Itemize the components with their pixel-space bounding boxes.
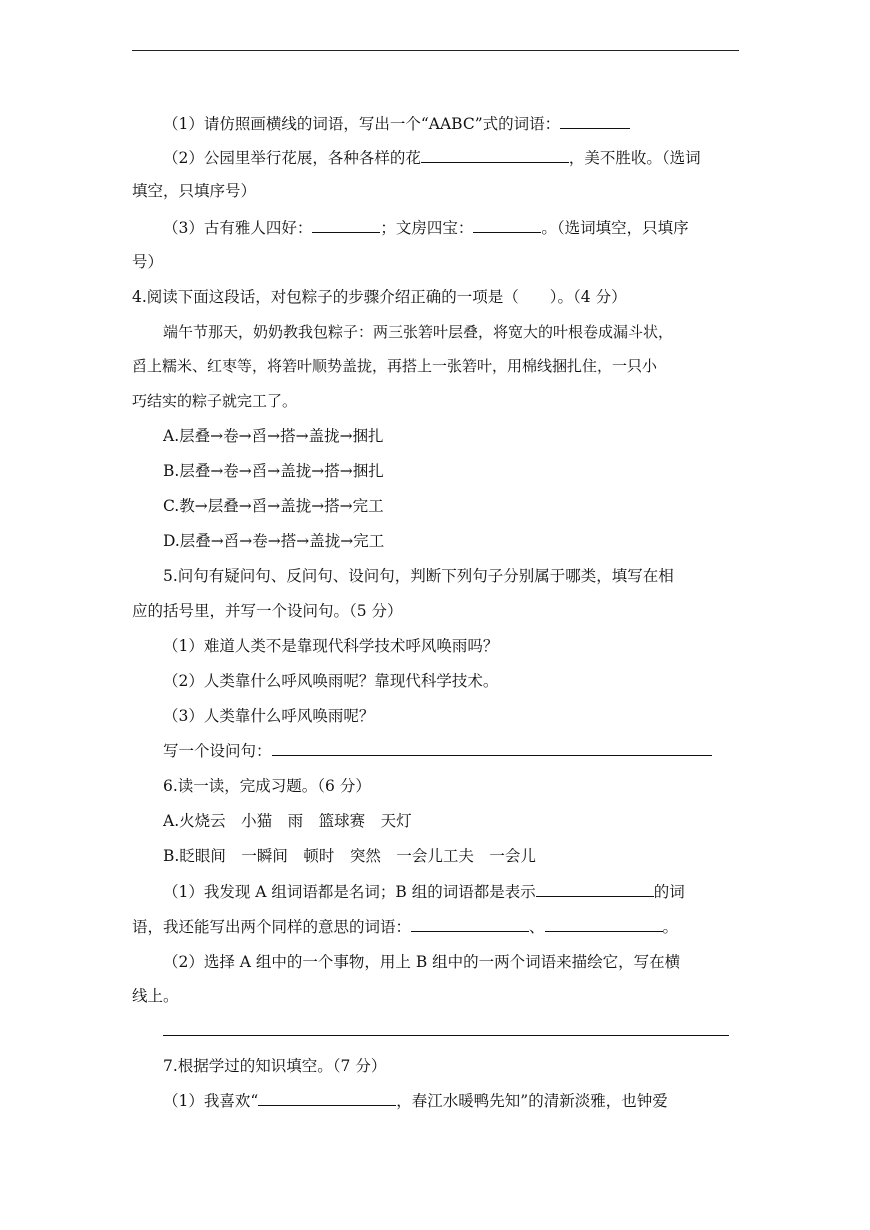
q7-item-1-tail: ，春江水暖鸭先知”的清新淡雅，也钟爱	[396, 1092, 668, 1110]
q6-item-1-tail: 的词	[653, 883, 685, 901]
q5-write-label: 写一个设问句：	[163, 742, 272, 760]
answer-blank[interactable]	[411, 917, 529, 932]
answer-blank[interactable]	[272, 741, 712, 756]
q3-item-3-cont: 号）	[132, 253, 164, 271]
q3-item-3-text: （3）古有雅人四好：	[163, 219, 313, 237]
q7-item-1-text: （1）我喜欢“	[163, 1092, 259, 1110]
answer-blank[interactable]	[258, 1091, 396, 1106]
q6-group-a: A.火烧云 小猫 雨 篮球赛 天灯	[163, 812, 412, 830]
q6-item-1-cont-text: 语，我还能写出两个同样的意思的词语：	[132, 918, 412, 936]
q6-stem: 6.读一读，完成习题。（6 分）	[163, 777, 371, 795]
q6-group-b: B.眨眼间 一瞬间 顿时 突然 一会儿工夫 一会儿	[163, 847, 536, 865]
answer-blank[interactable]	[473, 218, 541, 233]
q3-item-1-text: （1）请仿照画横线的词语，写出一个“AABC”式的词语：	[163, 115, 561, 133]
answer-line[interactable]	[163, 1035, 729, 1036]
q5-item-3: （3）人类靠什么呼风唤雨呢？	[163, 707, 375, 725]
q6-item-1-cont	[132, 917, 740, 937]
q4-option-c: C.教→层叠→舀→盖拢→搭→完工	[163, 497, 384, 515]
q5-item-1: （1）难道人类不是靠现代科学技术呼风唤雨吗？	[163, 637, 499, 655]
q3-item-3	[163, 218, 771, 238]
period: 。	[662, 918, 679, 936]
q4-passage-line-3: 巧结实的粽子就完工了。	[132, 392, 298, 410]
q6-item-2-cont: 线上。	[132, 987, 179, 1005]
q3-item-2-cont: 填空，只填序号）	[132, 182, 257, 200]
q4-stem: 4.阅读下面这段话，对包粽子的步骤介绍正确的一项是（ ）。（4 分）	[132, 288, 627, 306]
q4-option-a: A.层叠→卷→舀→搭→盖拢→捆扎	[163, 427, 384, 445]
separator: 、	[529, 918, 545, 936]
q4-option-d: D.层叠→舀→卷→搭→盖拢→完工	[163, 532, 385, 550]
q5-write	[163, 741, 771, 761]
q5-item-2: （2）人类靠什么呼风唤雨呢？靠现代科学技术。	[163, 672, 499, 690]
answer-blank[interactable]	[536, 882, 654, 897]
q6-item-1	[163, 882, 771, 902]
q3-item-3-text-tail: 。（选词填空，只填序	[541, 219, 689, 237]
q6-item-1-text: （1）我发现 A 组词语都是名词；B 组的词语都是表示	[163, 883, 536, 901]
q7-stem: 7.根据学过的知识填空。（7 分）	[163, 1057, 387, 1075]
q3-item-2-text: （2）公园里举行花展，各种各样的花	[163, 149, 421, 167]
q3-item-3-text-mid: ；文房四宝：	[380, 219, 474, 237]
q4-option-b: B.层叠→卷→舀→盖拢→搭→捆扎	[163, 462, 384, 480]
q7-item-1	[163, 1091, 771, 1111]
answer-blank[interactable]	[421, 148, 569, 163]
q5-stem: 5.问句有疑问句、反问句、设问句，判断下列句子分别属于哪类，填写在相	[163, 567, 674, 585]
q3-item-1	[163, 114, 771, 134]
q4-passage-line-1: 端午节那天，奶奶教我包粽子：两三张箬叶层叠，将宽大的叶根卷成漏斗状，	[163, 323, 674, 341]
answer-blank[interactable]	[312, 218, 380, 233]
q5-stem-cont: 应的括号里，并写一个设问句。（5 分）	[132, 602, 403, 620]
header-rule	[132, 50, 739, 51]
answer-blank[interactable]	[545, 917, 663, 932]
q3-item-2-text-tail: ，美不胜收。（选词	[568, 149, 701, 167]
answer-blank[interactable]	[560, 114, 630, 129]
q3-item-2	[163, 148, 771, 168]
q4-passage-line-2: 舀上糯米、红枣等，将箬叶顺势盖拢，再搭上一张箬叶，用棉线捆扎住，一只小	[132, 357, 658, 375]
q6-item-2: （2）选择 A 组中的一个事物，用上 B 组中的一两个词语来描绘它，写在横	[163, 953, 681, 971]
